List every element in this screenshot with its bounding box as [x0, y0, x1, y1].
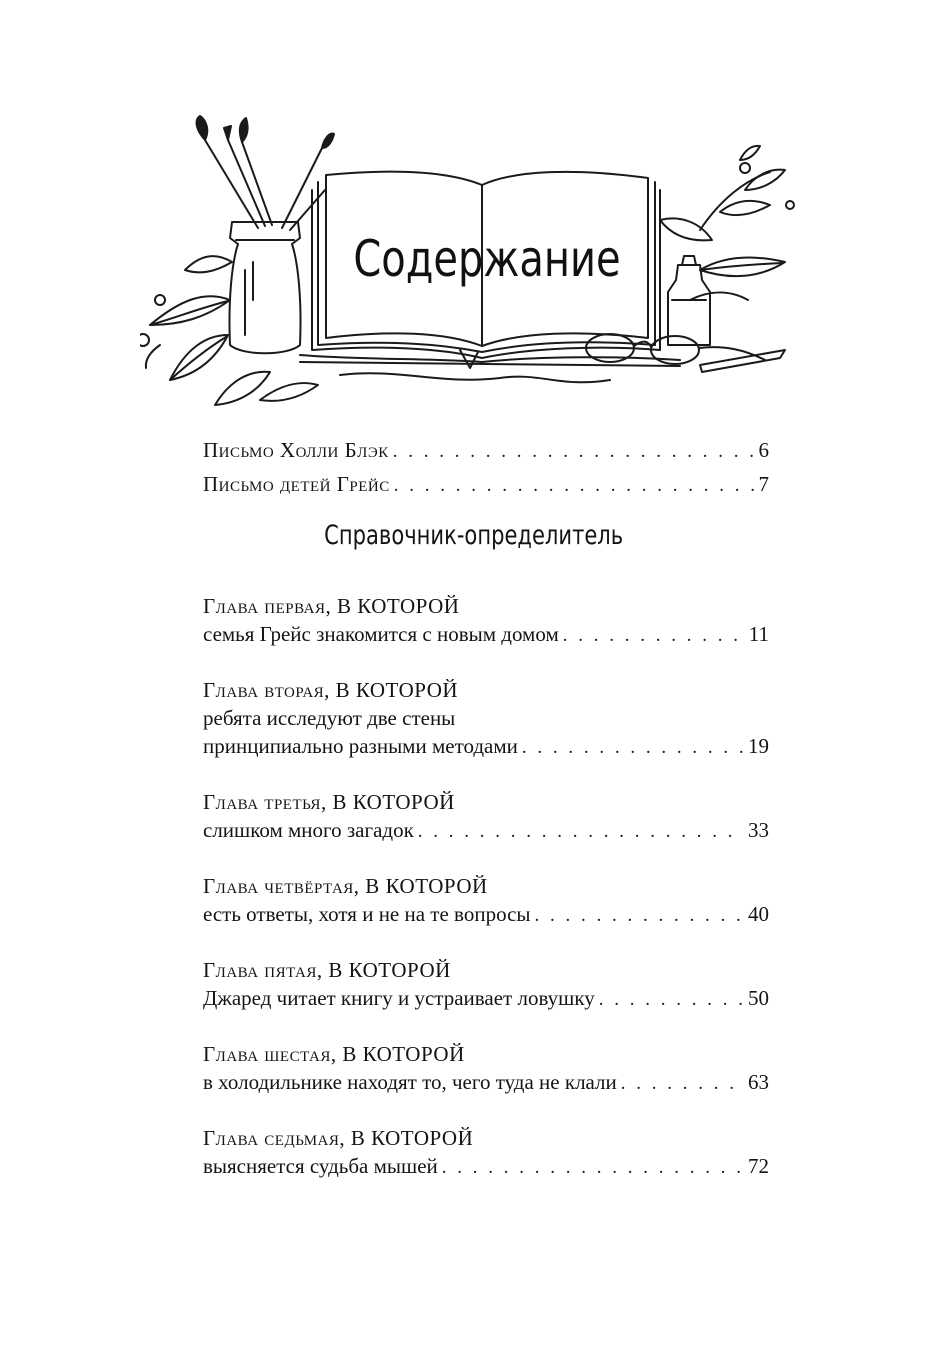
toc-chapter-3[interactable] — [203, 788, 769, 844]
toc-page-number: 72 — [748, 1154, 769, 1178]
chapter-description: семья Грейс знакомится с новым домом — [203, 622, 559, 646]
chapter-description: слишком много загадок — [203, 818, 414, 842]
chapter-heading: Глава третья, В КОТОРОЙ — [203, 790, 455, 814]
chapter-entry-line — [203, 620, 769, 648]
toc-page-number: 40 — [748, 902, 769, 926]
section-title — [0, 520, 948, 551]
leaves-right-decoration — [660, 146, 794, 300]
dot-leader — [442, 1154, 744, 1182]
dot-leader — [394, 472, 755, 500]
toc-chapter-6[interactable] — [203, 1040, 769, 1096]
page-title: Содержание — [353, 229, 621, 289]
chapter-entry-line — [203, 816, 769, 844]
chapter-heading: Глава пятая, В КОТОРОЙ — [203, 958, 451, 982]
toc-chapter-7[interactable] — [203, 1124, 769, 1180]
dot-leader — [418, 818, 744, 846]
toc-page-number: 11 — [748, 622, 769, 646]
toc-chapter-5[interactable] — [203, 956, 769, 1012]
chapter-entry-line — [203, 1068, 769, 1096]
chapter-heading: Глава седьмая, В КОТОРОЙ — [203, 1126, 474, 1150]
letters-list — [203, 436, 769, 498]
toc-entry-letter-1[interactable] — [203, 436, 769, 464]
brushes-icon — [197, 116, 334, 230]
chapter-description: Джаред читает книгу и устраивает ловушку — [203, 986, 595, 1010]
dot-leader — [522, 734, 744, 762]
chapter-entry-line — [203, 984, 769, 1012]
toc-page-number: 19 — [748, 734, 769, 758]
toc-page-number: 6 — [758, 438, 769, 462]
dot-leader — [393, 438, 755, 466]
papers-decoration — [340, 373, 610, 382]
chapter-description: ребята исследуют две стены — [203, 706, 456, 730]
toc-entry-title: Письмо Холли Блэк — [203, 438, 389, 462]
toc-page-number: 33 — [748, 818, 769, 842]
chapter-description: принципиально разными методами — [203, 734, 518, 758]
section-title-text: Справочник-определитель — [324, 520, 624, 551]
header-illustration — [140, 115, 820, 420]
toc-entry-letter-2[interactable] — [203, 470, 769, 498]
dot-leader — [535, 902, 744, 930]
chapter-heading: Глава шестая, В КОТОРОЙ — [203, 1042, 465, 1066]
pen-icon — [700, 350, 785, 372]
toc-page-number: 63 — [748, 1070, 769, 1094]
chapter-description: есть ответы, хотя и не на те вопросы — [203, 902, 531, 926]
dot-leader — [621, 1070, 744, 1098]
toc-page-number: 7 — [758, 472, 769, 496]
toc-chapter-2[interactable] — [203, 676, 769, 760]
toc-entry-title: Письмо детей Грейс — [203, 472, 390, 496]
chapter-entry-line — [203, 1152, 769, 1180]
chapter-description: в холодильнике находят то, чего туда не клали — [203, 1070, 617, 1094]
chapter-description: выясняется судьба мышей — [203, 1154, 438, 1178]
dot-leader — [563, 622, 745, 650]
chapter-heading: Глава четвёртая, В КОТОРОЙ — [203, 874, 488, 898]
toc-chapter-4[interactable] — [203, 872, 769, 928]
chapter-heading: Глава вторая, В КОТОРОЙ — [203, 678, 459, 702]
jar-icon — [229, 222, 300, 353]
chapter-heading: Глава первая, В КОТОРОЙ — [203, 594, 460, 618]
toc-chapter-1[interactable] — [203, 592, 769, 648]
dot-leader — [599, 986, 744, 1014]
chapter-entry-line — [203, 900, 769, 928]
chapter-entry-line — [203, 732, 769, 760]
toc-page-number: 50 — [748, 986, 769, 1010]
